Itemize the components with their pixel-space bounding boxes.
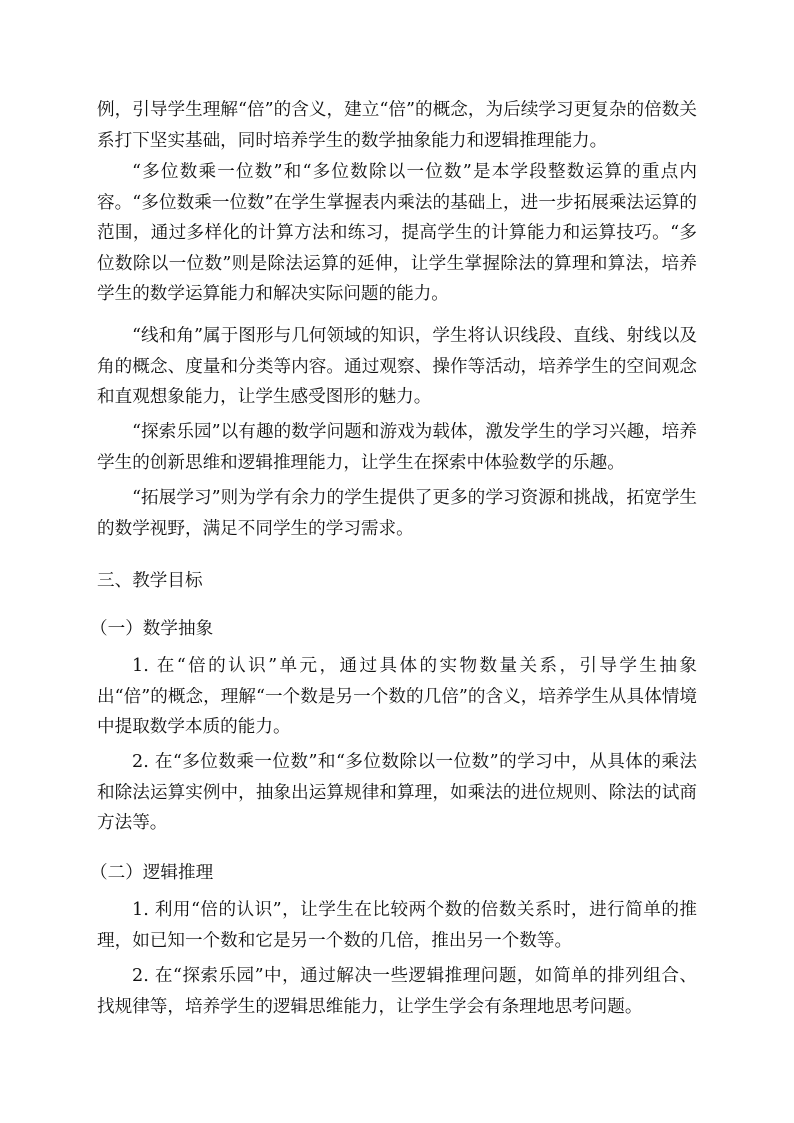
reasoning-item-2: 2. 在“探索乐园”中，通过解决一些逻辑推理问题，如简单的排列组合、找规律等，培养学生的逻辑思维能力，让学生学会有条理地思考问题。 [97,966,697,1017]
paragraph-extension: “拓展学习”则为学有余力的学生提供了更多的学习资源和挑战，拓宽学生的数学视野，满足不同学生的学习需求。 [97,488,697,539]
paragraph-explore: “探索乐园”以有趣的数学问题和游戏为载体，激发学生的学习兴趣，培养学生的创新思维和逻辑推理能力，让学生在探索中体验数学的乐趣。 [97,422,697,473]
abstraction-item-1: 1. 在“倍的认识”单元，通过具体的实物数量关系，引导学生抽象出“倍”的概念，理解“一个数是另一个数的几倍”的含义，培养学生从具体情境中提取数学本质的能力。 [97,656,697,737]
subsection-heading-reasoning: （二）逻辑推理 [90,863,214,883]
reasoning-item-1: 1. 利用“倍的认识”，让学生在比较两个数的倍数关系时，进行简单的推理，如已知一个数和它是另一个数的几倍，推出另一个数等。 [97,900,697,951]
paragraph-arithmetic: “多位数乘一位数”和“多位数除以一位数”是本学段整数运算的重点内容。“多位数乘一位数”在学生掌握表内乘法的基础上，进一步拓展乘法运算的范围，通过多样化的计算方法和练习，提高学生的计算能力和运算技巧。“多位数除以一位数”则是除法运算的延伸，让学生掌握除法的算理和算法，培养学生的数学运算能力和解决实际问题的能力。 [97,162,697,304]
subsection-heading-abstraction: （一）数学抽象 [90,619,214,639]
section-heading-teaching-goals: 三、教学目标 [97,571,203,591]
paragraph-continuation: 例，引导学生理解“倍”的含义，建立“倍”的概念，为后续学习更复杂的倍数关系打下坚实基础，同时培养学生的数学抽象能力和逻辑推理能力。 [97,100,697,151]
abstraction-item-2: 2. 在“多位数乘一位数”和“多位数除以一位数”的学习中，从具体的乘法和除法运算实例中，抽象出运算规律和算理，如乘法的进位规则、除法的试商方法等。 [97,752,697,833]
paragraph-lines-angles: “线和角”属于图形与几何领域的知识，学生将认识线段、直线、射线以及角的概念、度量和分类等内容。通过观察、操作等活动，培养学生的空间观念和直观想象能力，让学生感受图形的魅力。 [97,326,697,407]
